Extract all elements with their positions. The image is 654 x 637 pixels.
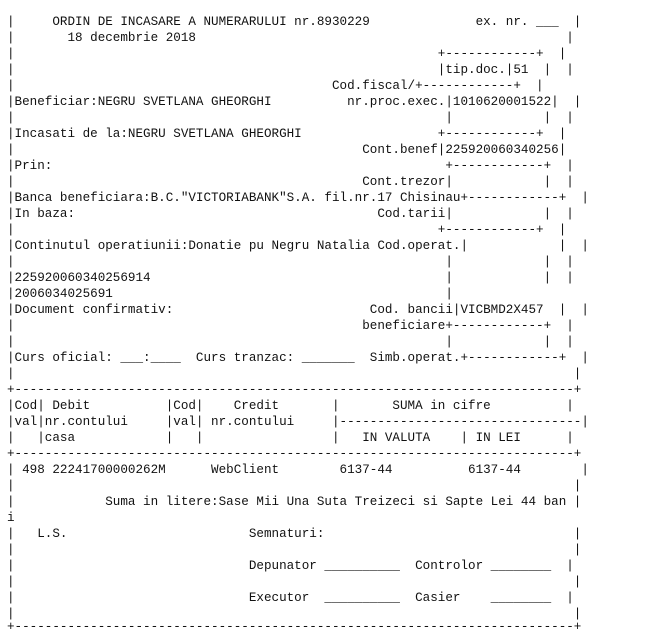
doc-line: | |casa | | | IN VALUTA | IN LEI | — [7, 431, 574, 445]
doc-line: | | — [7, 543, 582, 557]
doc-line: | beneficiare+------------+ | — [7, 319, 574, 333]
doc-line: |Banca beneficiara:B.C."VICTORIABANK"S.A. fil.nr.17 Chisinau+------------+ | — [7, 191, 589, 205]
doc-line: | |tip.doc.|51 | | — [7, 63, 574, 77]
doc-line: | | | | — [7, 335, 574, 349]
doc-line: |Prin: +------------+ | — [7, 159, 574, 173]
doc-line: | +------------+ | — [7, 47, 567, 61]
doc-line: | Cod.fiscal/+------------+ | — [7, 79, 544, 93]
doc-line: |Continutul operatiunii:Donatie pu Negru Natalia Cod.operat.| | | — [7, 239, 589, 253]
doc-line: | Depunator __________ Controlor ________ | — [7, 559, 574, 573]
doc-line: | | — [7, 367, 582, 381]
doc-line: | +------------+ | — [7, 223, 567, 237]
doc-line: |Cod| Debit |Cod| Credit | SUMA in cifre | — [7, 399, 574, 413]
doc-line: | L.S. Semnaturi: | — [7, 527, 582, 541]
doc-line: | Cont.benef|225920060340256| — [7, 143, 567, 157]
doc-line: |Curs oficial: ___:____ Curs tranzac: _______ Simb.operat.+------------+ | — [7, 351, 589, 365]
doc-line: +--------------------------------------------------------------------------+ — [7, 447, 582, 461]
doc-line: | 18 decembrie 2018 | — [7, 31, 574, 45]
doc-line: |Document confirmativ: Cod. bancii|VICBMD2X457 | | — [7, 303, 589, 317]
doc-line: |225920060340256914 | | | — [7, 271, 574, 285]
doc-line: | | | | — [7, 255, 574, 269]
doc-line: |val|nr.contului |val| nr.contului |--------------------------------| — [7, 415, 589, 429]
doc-line: | 498 22241700000262M WebClient 6137-44 6137-44 | — [7, 463, 589, 477]
doc-line: | Cont.trezor| | | — [7, 175, 574, 189]
doc-line: +--------------------------------------------------------------------------+ — [7, 383, 582, 397]
doc-line: | | — [7, 607, 582, 621]
doc-line: |In baza: Cod.tarii| | | — [7, 207, 574, 221]
doc-line: | | — [7, 479, 582, 493]
doc-line: |Incasati de la:NEGRU SVETLANA GHEORGHI +------------+ | — [7, 127, 567, 141]
doc-line: i — [7, 511, 15, 525]
doc-line: | | | | — [7, 111, 574, 125]
doc-line: | Suma in litere:Sase Mii Una Suta Treizeci si Sapte Lei 44 ban | — [7, 495, 582, 509]
doc-line: |Beneficiar:NEGRU SVETLANA GHEORGHI nr.proc.exec.|1010620001522| | — [7, 95, 582, 109]
doc-line: | Executor __________ Casier ________ | — [7, 591, 574, 605]
doc-line: | ORDIN DE INCASARE A NUMERARULUI nr.8930229 ex. nr. ___ | — [7, 15, 582, 29]
doc-line: | | — [7, 575, 582, 589]
doc-line: +--------------------------------------------------------------------------+ — [7, 620, 582, 634]
doc-line: |2006034025691 | — [7, 287, 567, 301]
